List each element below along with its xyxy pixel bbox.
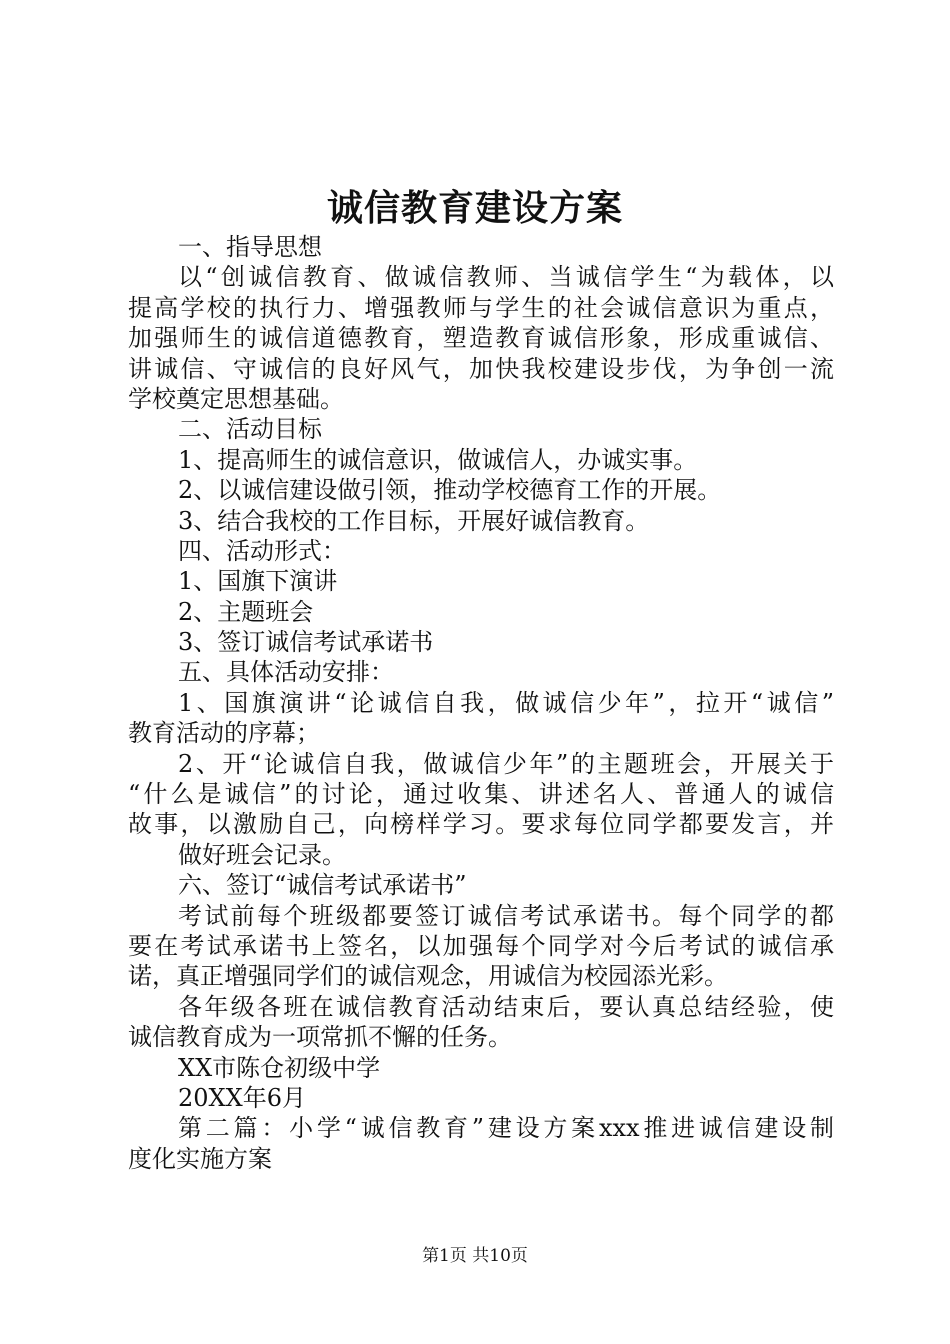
list-item: 2、以诚信建设做引领，推动学校德育工作的开展。 <box>178 476 722 505</box>
paragraph-line: 考试前每个班级都要签订诚信考试承诺书。每个同学的都 <box>178 901 834 930</box>
paragraph-line: 各年级各班在诚信教育活动结束后，要认真总结经验，使 <box>178 992 834 1021</box>
paragraph-line: 以“创诚信教育、做诚信教师、当诚信学生“为载体，以 <box>178 263 834 292</box>
paragraph-line: 做好班会记录。 <box>178 840 346 869</box>
section-heading-forms: 四、活动形式： <box>178 536 346 565</box>
next-article-heading-cont: 度化实施方案 <box>128 1144 272 1173</box>
paragraph-line: 故事，以激励自己，向榜样学习。要求每位同学都要发言，并 <box>128 810 834 839</box>
section-heading-guiding-thought: 一、指导思想 <box>178 233 322 261</box>
list-item: 1、国旗下演讲 <box>178 567 338 596</box>
section-heading-arrangements: 五、具体活动安排： <box>178 658 394 687</box>
section-heading-goals: 二、活动目标 <box>178 415 322 444</box>
paragraph-line: 加强师生的诚信道德教育，塑造教育诚信形象，形成重诚信、 <box>128 324 834 353</box>
paragraph-line: 诚信教育成为一项常抓不懈的任务。 <box>128 1023 512 1052</box>
document-body <box>128 232 834 1174</box>
paragraph-line: “什么是诚信”的讨论，通过收集、讲述名人、普通人的诚信 <box>128 780 834 809</box>
page-number-footer: 第1页 共10页 <box>422 1246 528 1266</box>
list-item: 3、签订诚信考试承诺书 <box>178 628 434 657</box>
paragraph-line: 提高学校的执行力、增强教师与学生的社会诚信意识为重点， <box>128 293 834 322</box>
paragraph-line: 诺，真正增强同学们的诚信观念，用诚信为校园添光彩。 <box>128 962 728 991</box>
paragraph-line: 要在考试承诺书上签名，以加强每个同学对今后考试的诚信承 <box>128 931 834 960</box>
next-article-heading: 第二篇：小学“诚信教育”建设方案xxx推进诚信建设制 <box>178 1114 834 1143</box>
paragraph-line: 学校奠定思想基础。 <box>128 384 344 413</box>
signature-date: 20XX年6月 <box>178 1083 306 1112</box>
document-title: 诚信教育建设方案 <box>326 187 623 229</box>
section-heading-pledge: 六、签订“诚信考试承诺书” <box>178 871 467 900</box>
signature-school: XX市陈仓初级中学 <box>178 1053 381 1082</box>
paragraph-line: 教育活动的序幕； <box>128 719 320 748</box>
list-item: 2、主题班会 <box>178 597 314 626</box>
paragraph-line: 2、开“论诚信自我，做诚信少年”的主题班会，开展关于 <box>178 749 834 778</box>
paragraph-line: 讲诚信、守诚信的良好风气，加快我校建设步伐，为争创一流 <box>128 354 834 383</box>
list-item: 3、结合我校的工作目标，开展好诚信教育。 <box>178 506 650 535</box>
paragraph-line: 1、国旗演讲“论诚信自我，做诚信少年”，拉开“诚信” <box>178 688 834 717</box>
list-item: 1、提高师生的诚信意识，做诚信人，办诚实事。 <box>178 445 698 474</box>
